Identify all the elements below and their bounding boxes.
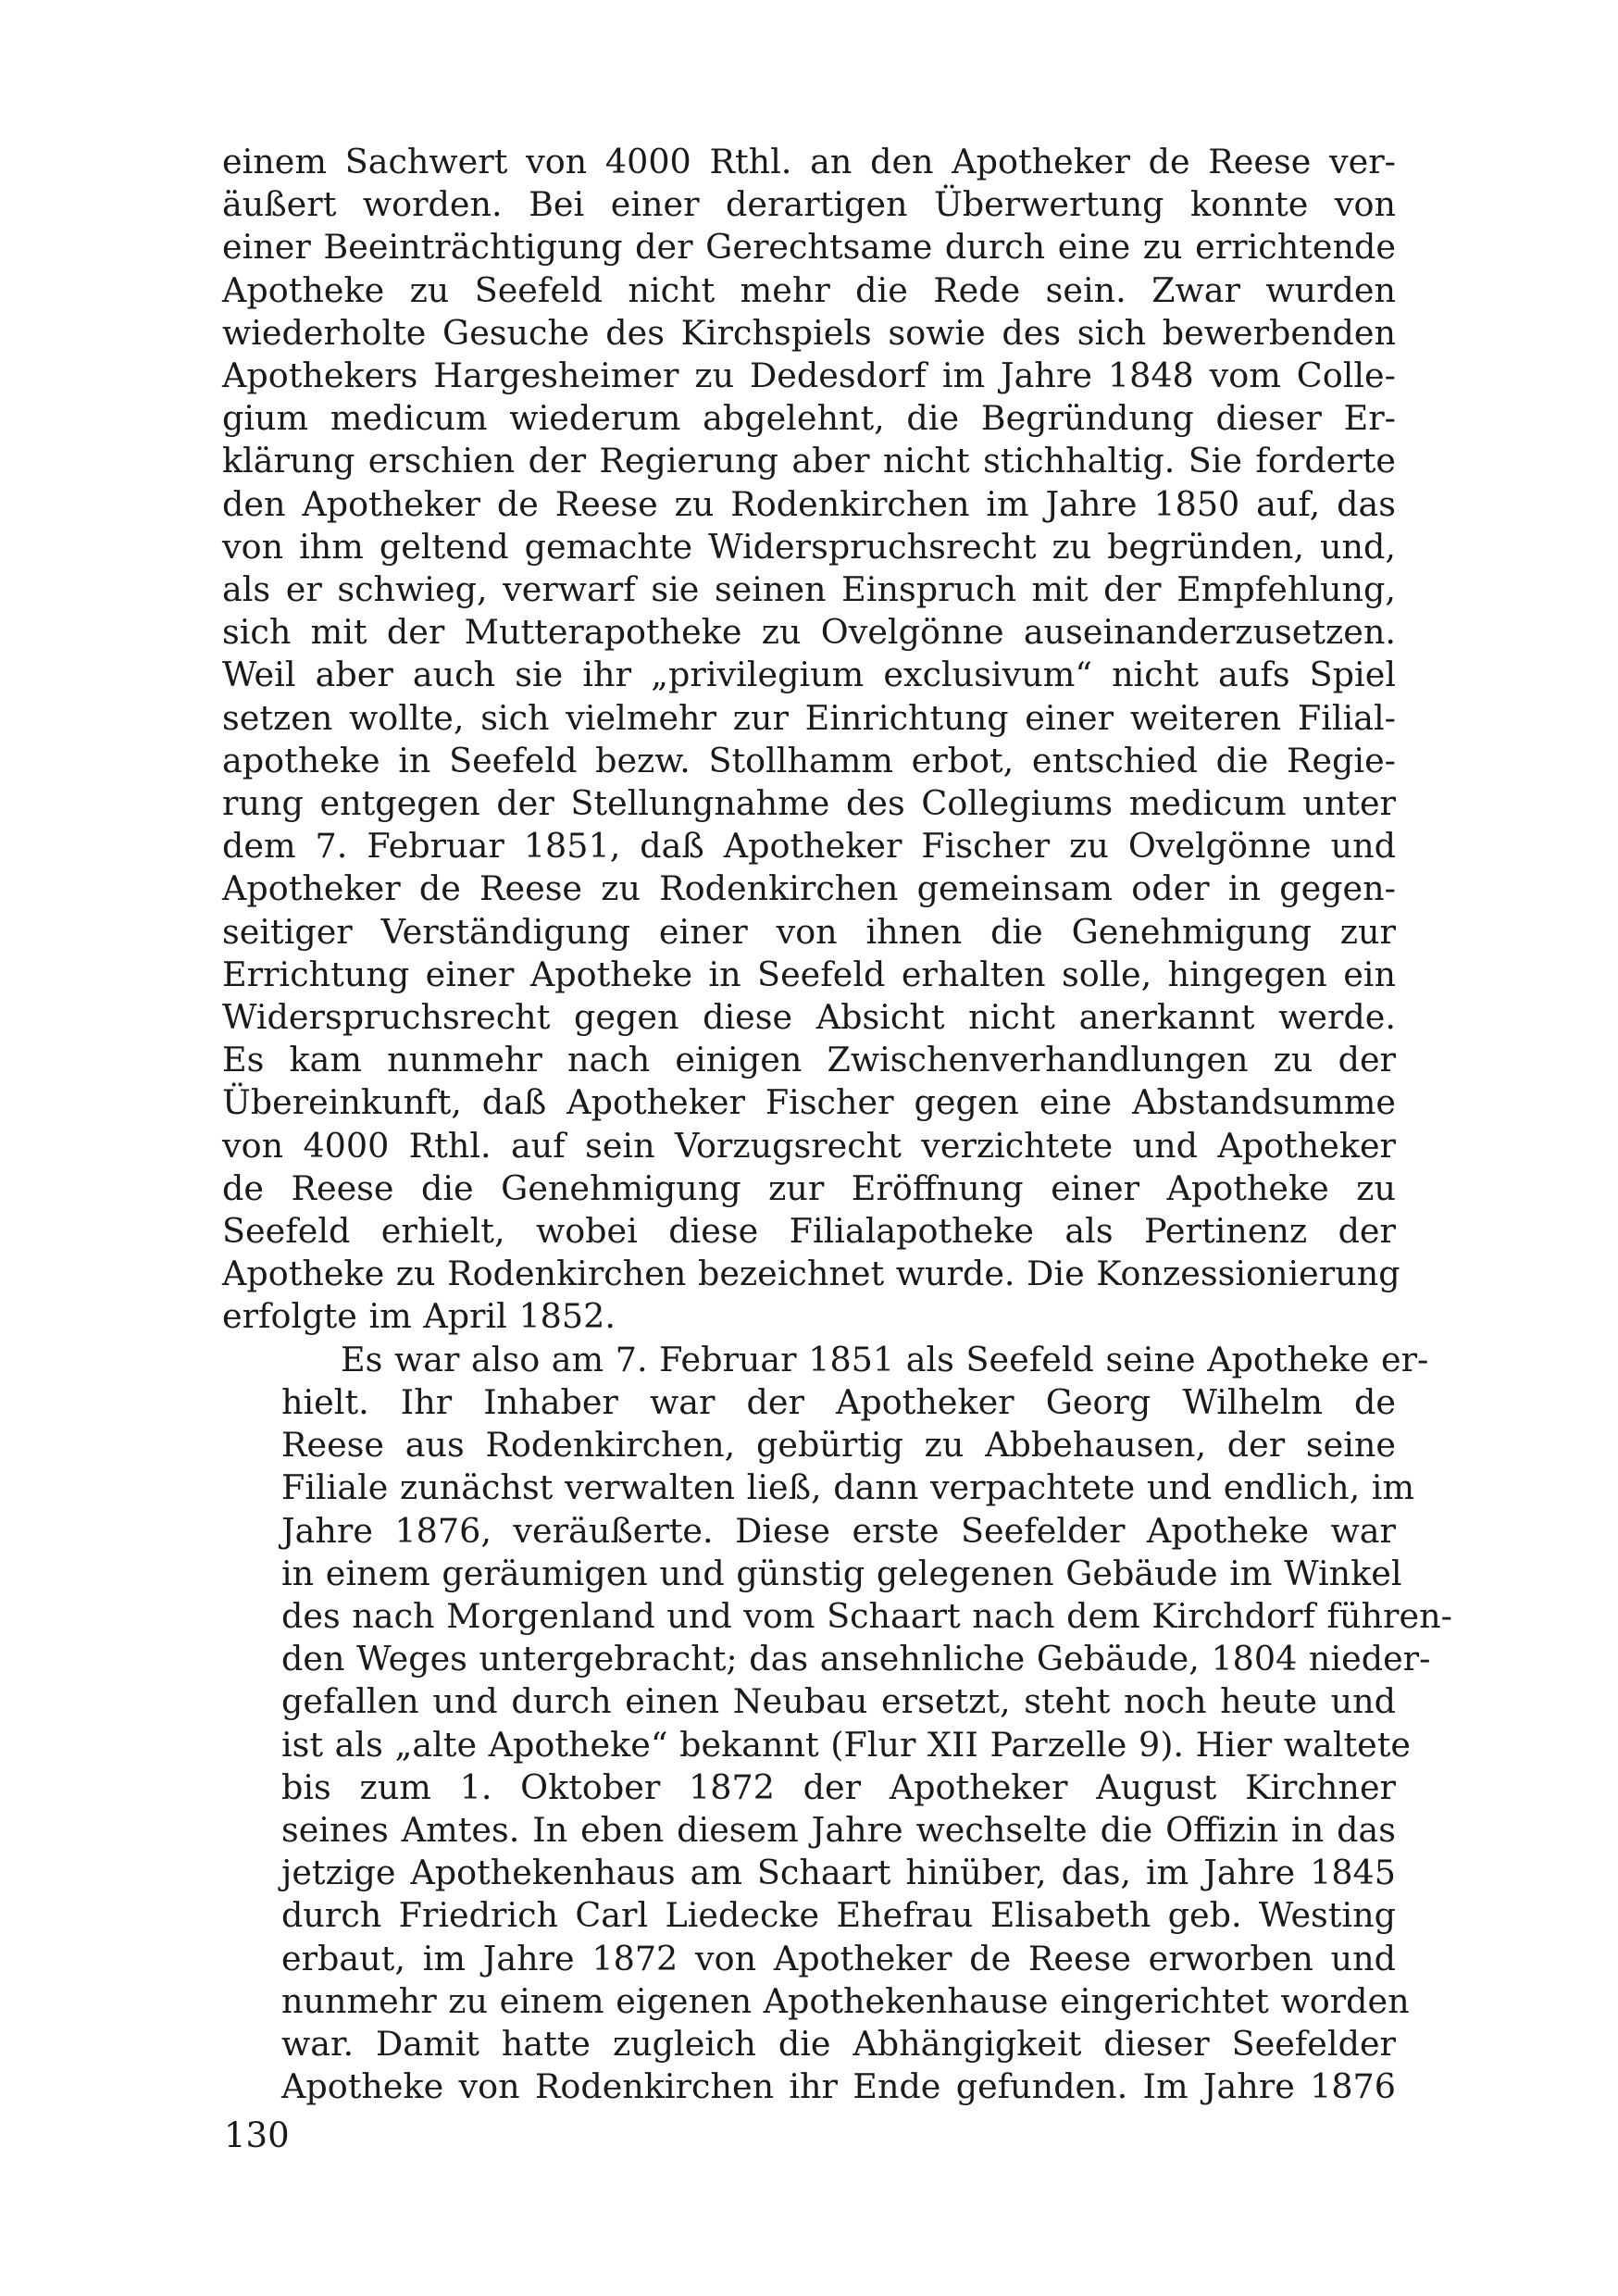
text-line: als er schwieg, verwarf sie seinen Einspruch mit der Empfehlung, [222, 569, 1396, 610]
text-line: des nach Morgenland und vom Schaart nach dem Kirchdorf führen- [281, 1595, 1452, 1636]
text-line: bis zum 1. Oktober 1872 der Apotheker August Kirchner [281, 1766, 1396, 1807]
text-line: de Reese die Genehmigung zur Eröffnung einer Apotheke zu [222, 1167, 1396, 1208]
page-number: 130 [224, 2115, 290, 2155]
text-line: jetzige Apothekenhaus am Schaart hinüber, das, im Jahre 1845 [281, 1853, 1396, 1893]
text-line: Apothekers Hargesheimer zu Dedesdorf im Jahre 1848 vom Colle- [222, 356, 1396, 396]
text-line: klärung erschien der Regierung aber nicht stichhaltig. Sie forderte [222, 441, 1396, 481]
text-line: erfolgte im April 1852. [222, 1296, 616, 1337]
text-line: dem 7. Februar 1851, daß Apotheker Fischer zu Ovelgönne und [222, 826, 1396, 867]
text-line: erbaut, im Jahre 1872 von Apotheker de Reese erworben und [281, 1938, 1396, 1978]
text-line: Reese aus Rodenkirchen, gebürtig zu Abbehausen, der seine [281, 1425, 1396, 1466]
text-line: Weil aber auch sie ihr „privilegium exclusivum“ nicht aufs Spiel [222, 655, 1396, 695]
text-line: Übereinkunft, daß Apotheker Fischer gegen eine Abstandsumme [222, 1082, 1396, 1123]
text-line: einem Sachwert von 4000 Rthl. an den Apotheker de Reese ver- [222, 142, 1396, 181]
text-line: wiederholte Gesuche des Kirchspiels sowie des sich bewerbenden [222, 312, 1396, 353]
text-line: äußert worden. Bei einer derartigen Überwertung konnte von [222, 184, 1396, 225]
text-line: ist als „alte Apotheke“ bekannt (Flur XII Parzelle 9). Hier waltete [281, 1724, 1412, 1765]
text-line: Es war also am 7. Februar 1851 als Seefeld seine Apotheke er- [341, 1339, 1429, 1379]
text-line: Es kam nunmehr nach einigen Zwischenverhandlungen zu der [222, 1040, 1396, 1080]
text-line: Apotheker de Reese zu Rodenkirchen gemeinsam oder in gegen- [222, 868, 1396, 909]
text-line: hielt. Ihr Inhaber war der Apotheker Georg Wilhelm de [281, 1381, 1396, 1422]
body-text [222, 141, 1452, 2108]
text-line: nunmehr zu einem eigenen Apothekenhause eingerichtet worden [281, 1980, 1410, 2021]
text-line: apotheke in Seefeld bezw. Stollhamm erbot, entschied die Regie- [222, 740, 1396, 780]
text-line: Jahre 1876, veräußerte. Diese erste Seefelder Apotheke war [281, 1510, 1396, 1551]
text-line: von ihm geltend gemachte Widerspruchsrecht zu begründen, und, [222, 526, 1396, 567]
text-line: Apotheke von Rodenkirchen ihr Ende gefunden. Im Jahre 1876 [281, 2066, 1396, 2107]
text-line: Errichtung einer Apotheke in Seefeld erhalten solle, hingegen ein [222, 954, 1396, 994]
text-line: Widerspruchsrecht gegen diese Absicht nicht anerkannt werde. [222, 997, 1396, 1038]
text-line: einer Beeinträchtigung der Gerechtsame durch eine zu errichtende [222, 227, 1396, 268]
text-line: durch Friedrich Carl Liedecke Ehefrau Elisabeth geb. Westing [281, 1895, 1396, 1936]
text-line: Apotheke zu Seefeld nicht mehr die Rede sein. Zwar wurden [222, 269, 1396, 310]
paragraph-1 [222, 141, 1400, 1339]
text-line: Seefeld erhielt, wobei diese Filialapotheke als Pertinenz der [222, 1211, 1396, 1252]
text-line: von 4000 Rthl. auf sein Vorzugsrecht verzichtete und Apotheker [222, 1125, 1396, 1166]
text-line: Apotheke zu Rodenkirchen bezeichnet wurde. Die Konzessionierung [222, 1254, 1400, 1294]
text-line: seines Amtes. In eben diesem Jahre wechselte die Offizin in das [281, 1809, 1396, 1850]
text-line: rung entgegen der Stellungnahme des Collegiums medicum unter [222, 783, 1396, 824]
text-line: war. Damit hatte zugleich die Abhängigkeit dieser Seefelder [281, 2023, 1396, 2064]
text-line: den Weges untergebracht; das ansehnliche Gebäude, 1804 nieder- [281, 1639, 1431, 1679]
text-line: sich mit der Mutterapotheke zu Ovelgönne auseinanderzusetzen. [222, 612, 1396, 653]
text-line: gium medicum wiederum abgelehnt, die Begründung dieser Er- [222, 398, 1396, 439]
text-line: setzen wollte, sich vielmehr zur Einrichtung einer weiteren Filial- [222, 697, 1396, 738]
text-line: gefallen und durch einen Neubau ersetzt, steht noch heute und [281, 1681, 1396, 1722]
text-line: seitiger Verständigung einer von ihnen die Genehmigung zur [222, 911, 1396, 952]
text-line: den Apotheker de Reese zu Rodenkirchen im Jahre 1850 auf, das [222, 483, 1396, 524]
text-line: Filiale zunächst verwalten ließ, dann verpachtete und endlich, im [281, 1467, 1415, 1508]
text-line: in einem geräumigen und günstig gelegenen Gebäude im Winkel [281, 1553, 1402, 1593]
paragraph-2 [222, 1339, 1452, 2109]
